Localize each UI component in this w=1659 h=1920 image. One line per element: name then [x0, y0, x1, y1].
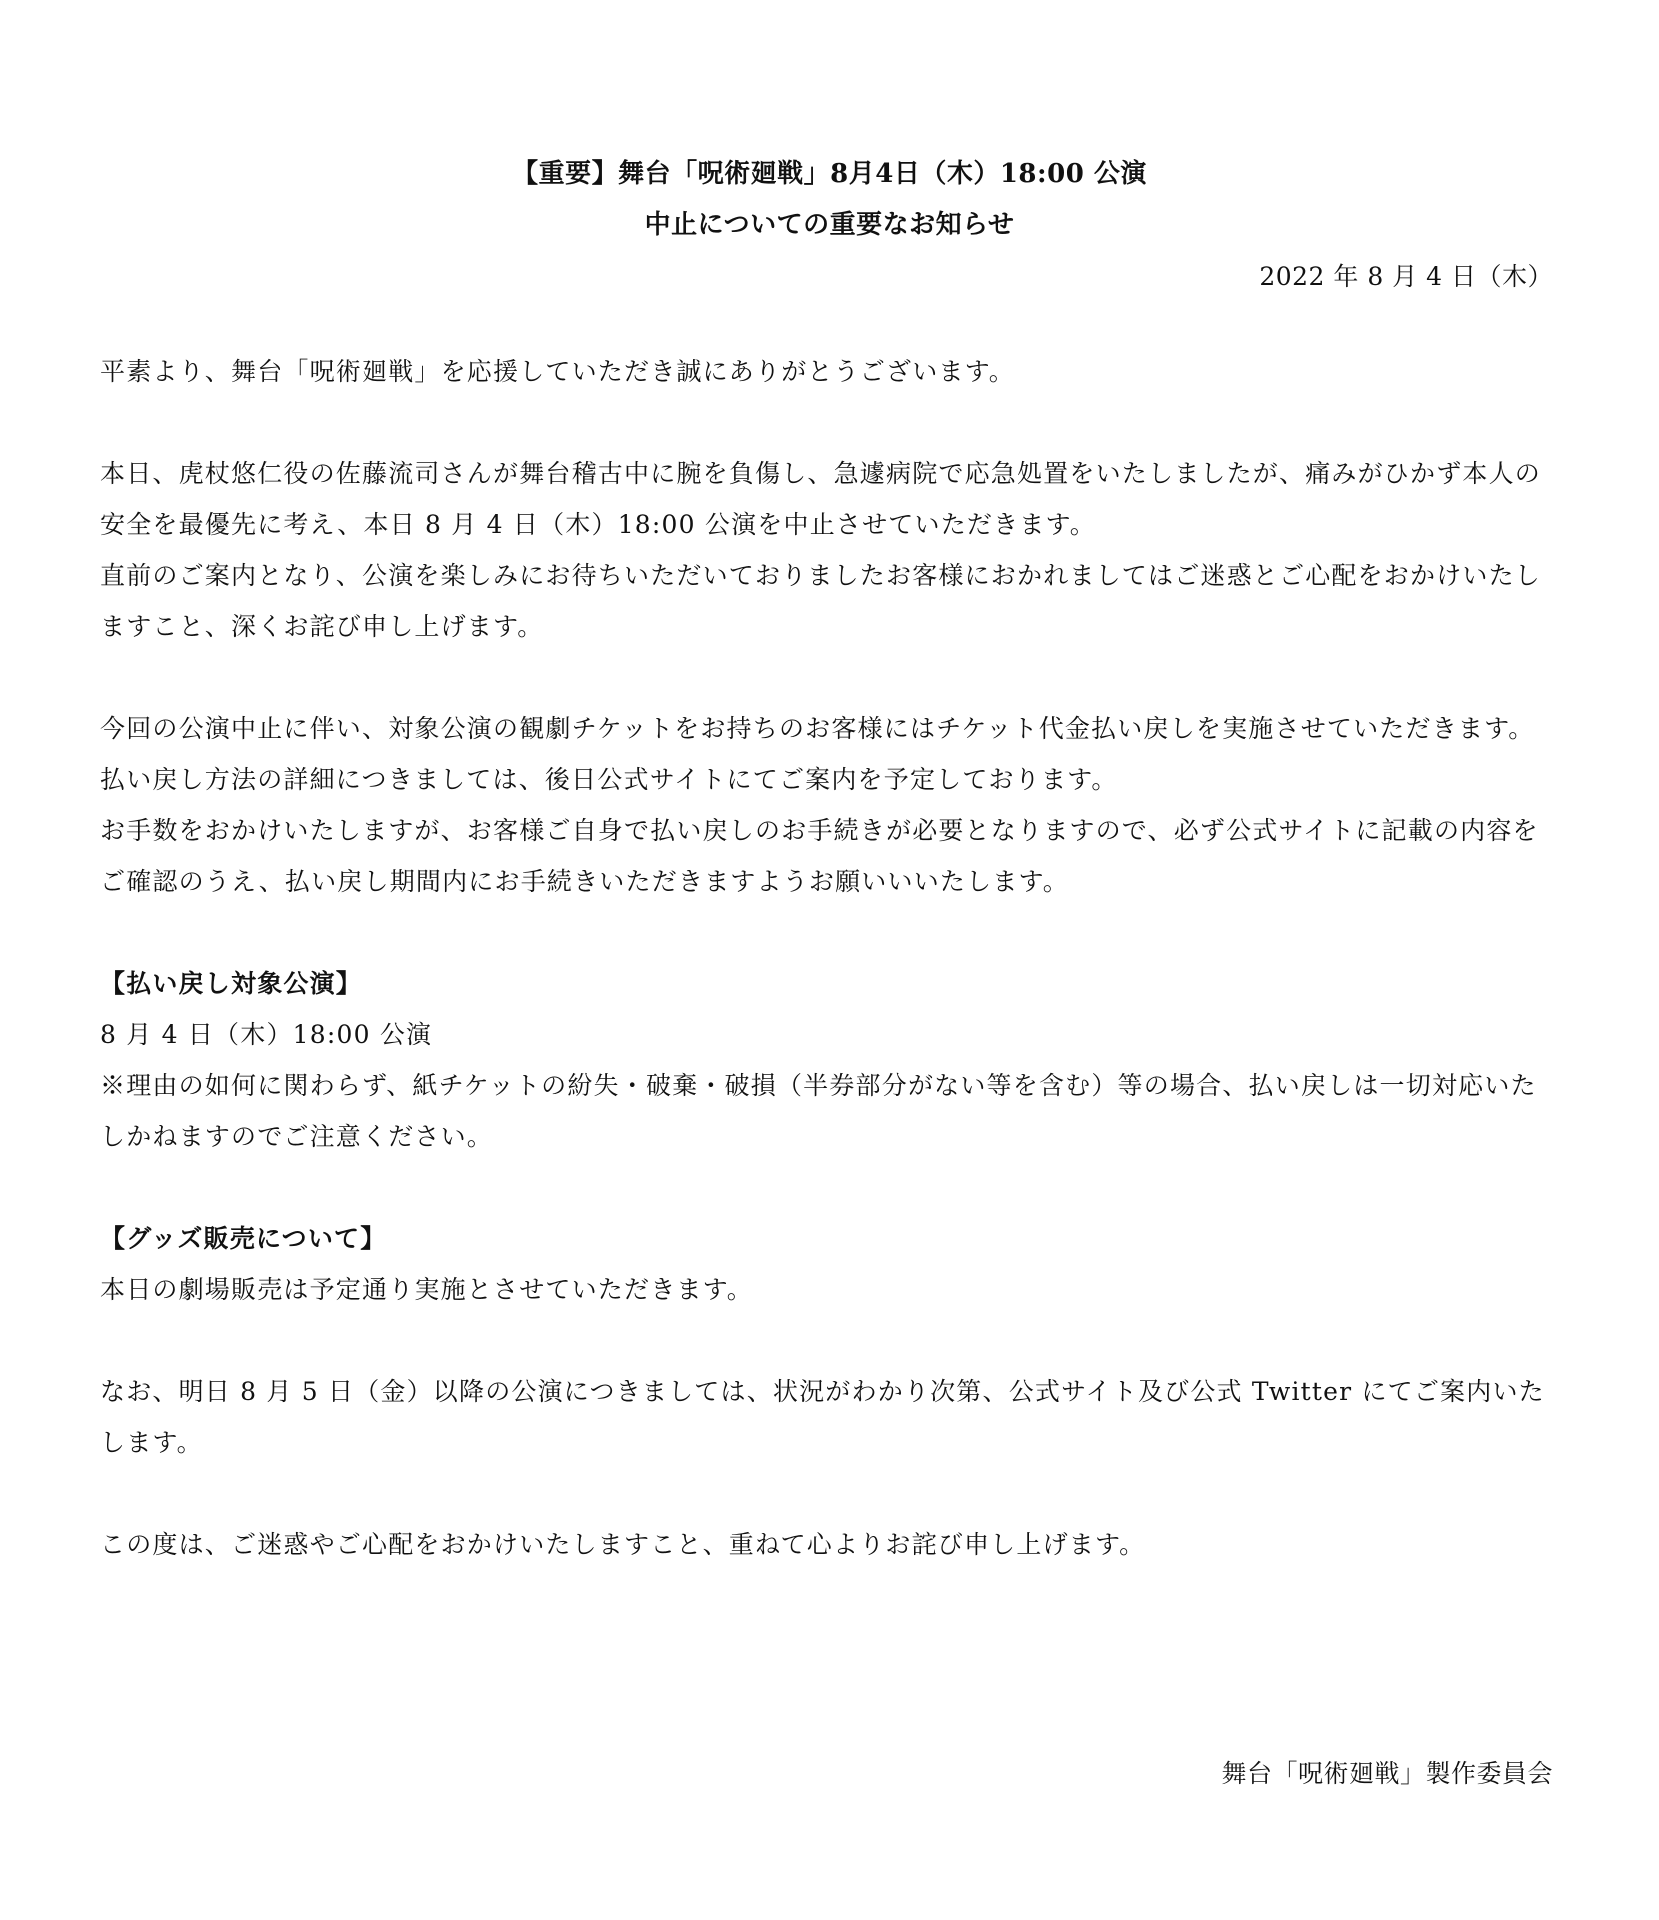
refund-instructions-paragraph: お手数をおかけいたしますが、お客様ご自身で払い戻しのお手続きが必要となりますので、必ず公式サイトに記載の内容をご確認のうえ、払い戻し期間内にお手続きいただきますようお願いいいたします。: [100, 816, 1539, 896]
refund-intro-paragraph: 今回の公演中止に伴い、対象公演の観劇チケットをお持ちのお客様にはチケット代金払い戻しを実施させていただきます。: [100, 714, 1535, 743]
future-paragraph: なお、明日 8 月 5 日（金）以降の公演につきましては、状況がわかり次第、公式サイト及び公式 Twitter にてご案内いたします。: [100, 1377, 1545, 1457]
announcement-paragraph: 本日、虎杖悠仁役の佐藤流司さんが舞台稽古中に腕を負傷し、急遽病院で応急処置をいたしましたが、痛みがひかず本人の安全を最優先に考え、本日 8 月 4 日（木）18:00 公演を中止させていただきます。: [100, 459, 1542, 539]
refund-target-note: ※理由の如何に関わらず、紙チケットの紛失・破棄・破損（半券部分がない等を含む）等の場合、払い戻しは一切対応いたしかねますのでご注意ください。: [100, 1071, 1537, 1151]
greeting-paragraph: 平素より、舞台「呪術廻戦」を応援していただき誠にありがとうございます。: [100, 357, 1016, 386]
notice-date: 2022 年 8 月 4 日（木）: [1259, 262, 1553, 291]
notice-subtitle: 中止についての重要なお知らせ: [644, 210, 1015, 240]
goods-paragraph: 本日の劇場販売は予定通り実施とさせていただきます。: [100, 1275, 754, 1304]
closing-paragraph: この度は、ご迷惑やご心配をおかけいたしますこと、重ねて心よりお詫び申し上げます。: [100, 1530, 1146, 1559]
refund-details-paragraph: 払い戻し方法の詳細につきましては、後日公式サイトにてご案内を予定しております。: [100, 765, 1118, 794]
goods-heading: 【グッズ販売について】: [100, 1224, 387, 1253]
apology-paragraph: 直前のご案内となり、公演を楽しみにお待ちいただいておりましたお客様におかれましてはご迷惑とご心配をおかけいたしますこと、深くお詫び申し上げます。: [100, 561, 1542, 641]
refund-target-heading: 【払い戻し対象公演】: [100, 969, 363, 998]
signature: 舞台「呪術廻戦」製作委員会: [1221, 1759, 1553, 1788]
refund-target-performance: 8 月 4 日（木）18:00 公演: [100, 1020, 433, 1049]
notice-body: [100, 346, 1560, 1570]
notice-title: 【重要】舞台「呪術廻戦」8月4日（木）18:00 公演: [512, 159, 1147, 189]
